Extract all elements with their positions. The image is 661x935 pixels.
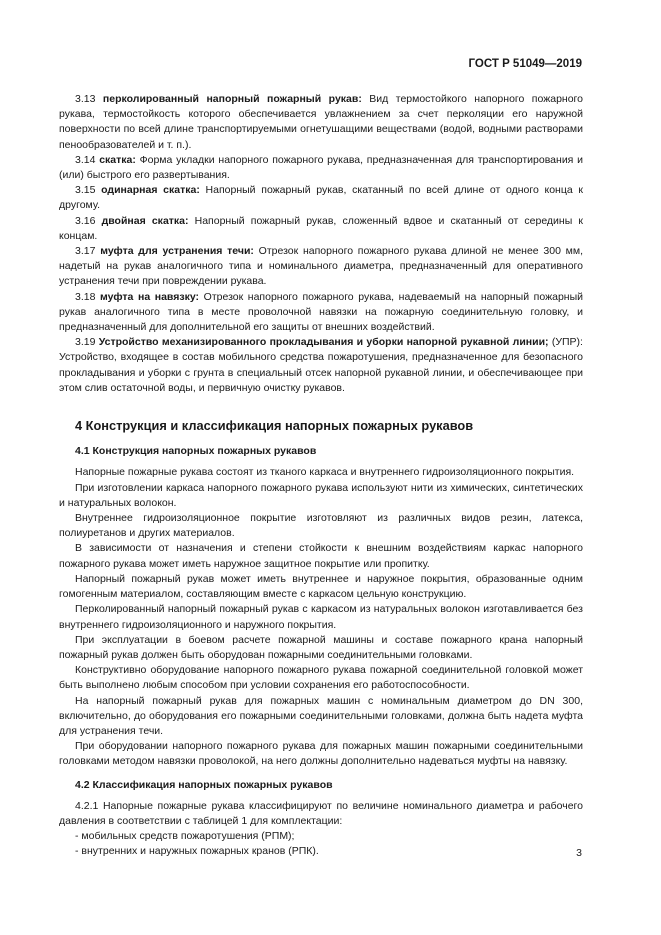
paragraph: На напорный пожарный рукав для пожарных машин с номинальным диаметром до DN 300, включительно, до оборудования его пожарными соединительными головками, должна быть надета муфта для устранения течи. (59, 694, 583, 737)
section-4-heading: 4 Конструкция и классификация напорных пожарных рукавов (75, 418, 474, 434)
definition-number: 3.15 (75, 184, 96, 197)
definition-text: Отрезок напорного пожарного рукава длиной не менее 300 мм, надетый на рукав аналогичного типа и номинального диаметра, предназначенный для оперативного устранения течи при повреждении рукава. (59, 245, 584, 288)
definition-3-13 (59, 92, 583, 153)
definition-text: Напорный пожарный рукав, скатанный по всей длине от одного конца к другому. (59, 184, 584, 212)
paragraph: Перколированный напорный пожарный рукав с каркасом из натуральных волокон изготавливается без внутреннего гидроизоляционного и наружного покрытия. (59, 603, 583, 631)
paragraph: В зависимости от назначения и степени стойкости к внешним воздействиям каркас напорного пожарного рукава может иметь наружное защитное покрытие или пропитку. (59, 542, 583, 570)
paragraph-4-2-1: 4.2.1 Напорные пожарные рукава классифицируют по величине номинального диаметра и рабочего давления в соответствии с таблицей 1 для комплектации: (59, 799, 583, 827)
definition-3-18 (59, 290, 583, 336)
subsection-4-2-heading: 4.2 Классификация напорных пожарных рукавов (75, 778, 333, 791)
definition-text: Форма укладки напорного пожарного рукава, предназначенная для транспортирования и (или) быстрого его развертывания. (59, 153, 583, 182)
paragraph: Напорный пожарный рукав может иметь внутреннее и наружное покрытия, образованные одним гомогенным материалом, составляющим вместе с каркасом цельную конструкцию. (59, 572, 583, 601)
definition-3-19 (59, 335, 583, 396)
definition-3-17 (59, 244, 583, 290)
definition-term: перколированный напорный пожарный рукав: (102, 93, 362, 105)
document-code: ГОСТ Р 51049—2019 (468, 58, 582, 70)
definition-text: (УПР): Устройство, входящее в состав мобильного средства пожаротушения, предназначенное для безопасного прокладывания и уборки с грунта в специальный отсек напорной рукавной линии, и обеспечивающее при этом слив остаточной воды, и первичную очистку рукавов. (59, 336, 583, 394)
definition-term: муфта на навязку: (100, 290, 200, 303)
paragraph: При эксплуатации в боевом расчете пожарной машины и составе пожарного крана напорный пожарный рукав должен быть оборудован пожарными соединительными головками. (59, 633, 583, 661)
definition-term: скатка: (99, 153, 136, 166)
definition-number: 3.13 (75, 93, 96, 105)
definition-3-16 (59, 214, 583, 244)
definition-text: Отрезок напорного пожарного рукава, надеваемый на напорный пожарный рукав аналогичного типа в месте проволочной навязки на пожарную соединительную головку, и предназначенный для дополнительной его защиты от внешних воздействий. (59, 290, 583, 334)
definition-3-15 (59, 183, 583, 213)
definition-number: 3.18 (75, 290, 96, 303)
paragraph: При оборудовании напорного пожарного рукава для пожарных машин пожарными соединительными головками методом навязки проволокой, на него должны дополнительно надеваться муфты на навязку. (59, 740, 583, 768)
paragraph: При изготовлении каркаса напорного пожарного рукава используют нити из химических, синтетических и натуральных волокон. (59, 481, 583, 509)
page-number: 3 (576, 847, 582, 859)
paragraph: Конструктивно оборудование напорного пожарного рукава пожарной соединительной головкой может быть выполнено любым способом при условии сохранения его работоспособности. (59, 664, 583, 692)
page-content (59, 92, 583, 860)
definition-term: одинарная скатка: (101, 184, 200, 197)
definition-3-14 (59, 153, 583, 183)
definition-text: Напорный пожарный рукав, сложенный вдвое и скатанный от середины к концам. (59, 214, 583, 242)
definition-term: двойная скатка: (101, 214, 189, 227)
list-item: - внутренних и наружных пожарных кранов (РПК). (75, 845, 319, 858)
definition-text: Вид термостойкого напорного пожарного рукава, термостойкость которого обеспечивается увлажнением за счет перколяции его наружной поверхности по всей длине транспортируемыми огнетушащими веществами (водой, водными растворами пенообразователей и т. п.). (59, 93, 583, 151)
definition-number: 3.17 (75, 245, 96, 258)
definition-term: муфта для устранения течи: (100, 245, 254, 258)
definition-number: 3.19 (75, 336, 96, 349)
paragraph: Внутреннее гидроизоляционное покрытие изготовляют из различных видов резин, латекса, полиуретанов и других материалов. (59, 512, 583, 540)
definition-number: 3.14 (75, 153, 96, 166)
definition-term: Устройство механизированного прокладывания и уборки напорной рукавной линии; (98, 336, 549, 349)
list-item: - мобильных средств пожаротушения (РПМ); (75, 830, 295, 843)
paragraph: Напорные пожарные рукава состоят из тканого каркаса и внутреннего гидроизоляционного покрытия. (75, 466, 575, 479)
subsection-4-1-heading: 4.1 Конструкция напорных пожарных рукавов (75, 445, 317, 458)
definition-number: 3.16 (75, 214, 96, 227)
